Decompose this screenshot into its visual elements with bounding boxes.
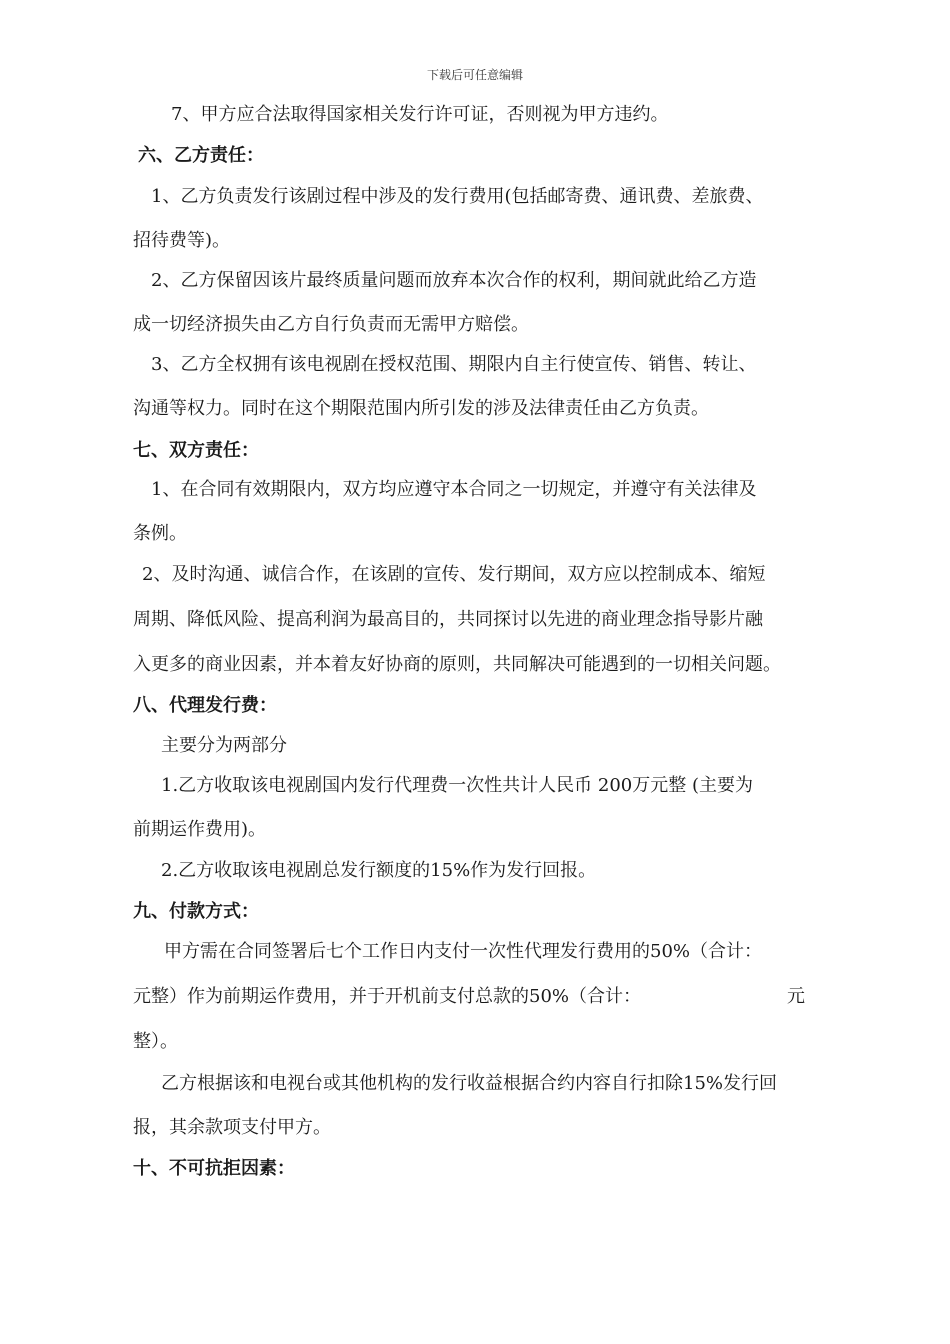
paragraph-line: 周期、降低风险、提高利润为最高目的，共同探讨以先进的商业理念指导影片融	[133, 609, 763, 630]
paragraph-line: 2.乙方收取该电视剧总发行额度的15%作为发行回报。	[161, 860, 597, 881]
paragraph-line: 2、乙方保留因该片最终质量问题而放弃本次合作的权利，期间就此给乙方造	[151, 270, 757, 291]
paragraph-line: 沟通等权力。同时在这个期限范围内所引发的涉及法律责任由乙方负责。	[133, 398, 709, 419]
paragraph-line: 条例。	[133, 523, 187, 544]
section-heading: 九、付款方式：	[133, 901, 259, 922]
paragraph-line: 入更多的商业因素，并本着友好协商的原则，共同解决可能遇到的一切相关问题。	[133, 654, 781, 675]
paragraph-line: 招待费等)。	[133, 230, 231, 251]
section-heading: 七、双方责任：	[133, 440, 259, 461]
paragraph-line: 报，其余款项支付甲方。	[133, 1117, 331, 1138]
section-heading: 八、代理发行费：	[133, 695, 277, 716]
paragraph-line: 1.乙方收取该电视剧国内发行代理费一次性共计人民币 200万元整 (主要为	[161, 775, 753, 796]
paragraph-line: 1、在合同有效期限内，双方均应遵守本合同之一切规定，并遵守有关法律及	[151, 479, 757, 500]
yuan-char: 元	[787, 986, 805, 1007]
paragraph-line: 2、及时沟通、诚信合作，在该剧的宣传、发行期间，双方应以控制成本、缩短	[142, 564, 766, 585]
section-heading: 十、不可抗拒因素：	[133, 1158, 295, 1179]
paragraph-line: 甲方需在合同签署后七个工作日内支付一次性代理发行费用的50%（合计：	[164, 941, 763, 962]
page-header: 下载后可任意编辑	[426, 68, 523, 82]
paragraph-line: 成一切经济损失由乙方自行负责而无需甲方赔偿。	[133, 314, 529, 335]
paragraph-line: 主要分为两部分	[161, 735, 287, 756]
paragraph-line: 整）。	[133, 1031, 178, 1052]
paragraph-line: 1、乙方负责发行该剧过程中涉及的发行费用(包括邮寄费、通讯费、差旅费、	[151, 186, 764, 207]
paragraph-line: 前期运作费用)。	[133, 819, 267, 840]
paragraph-line: 乙方根据该和电视台或其他机构的发行收益根据合约内容自行扣除15%发行回	[161, 1073, 778, 1094]
section-heading: 六、乙方责任：	[138, 145, 264, 166]
paragraph-line: 元整）作为前期运作费用，并于开机前支付总款的50%（合计：	[133, 986, 642, 1007]
paragraph-line: 3、乙方全权拥有该电视剧在授权范围、期限内自主行使宣传、销售、转让、	[151, 354, 757, 375]
paragraph-line: 7、甲方应合法取得国家相关发行许可证，否则视为甲方违约。	[171, 104, 669, 125]
